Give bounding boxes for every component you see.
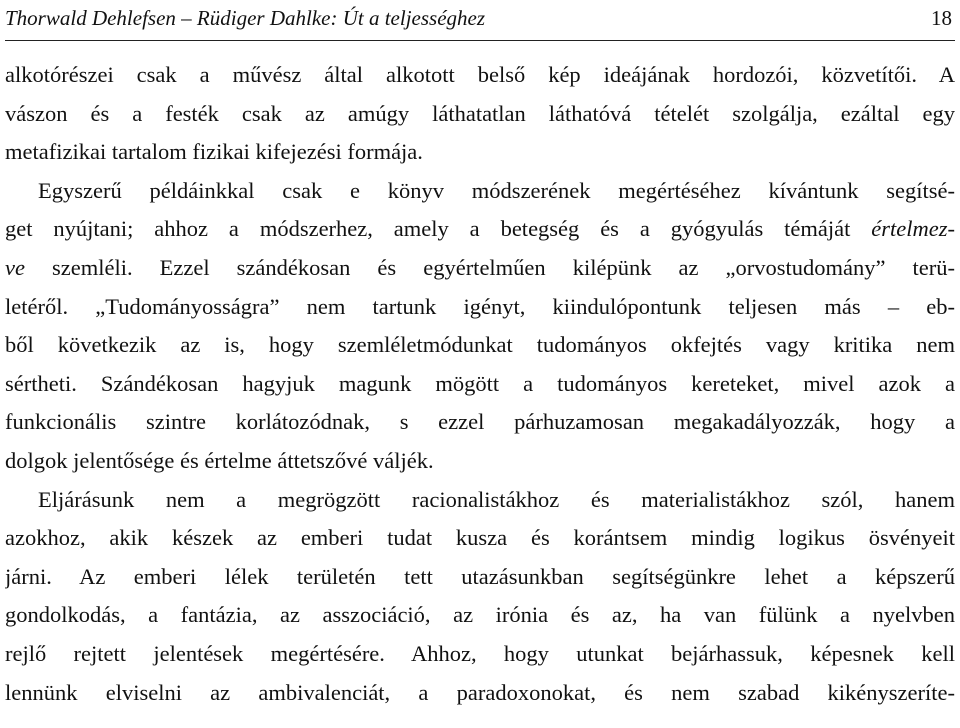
text-line: járni. Az emberi lélek területén tett utazásunkban segítségünkre lehet a képszerű (5, 563, 955, 589)
text-line: letéről. „Tudományosságra” nem tartunk igényt, kiindulópontunk teljesen más – eb- (5, 293, 955, 319)
text-line: gondolkodás, a fantázia, az asszociáció, az irónia és az, ha van fülünk a nyelvben (5, 602, 955, 628)
paragraph-first-line: Egyszerű példáinkkal csak e könyv módszerének megértéséhez kívántunk segítsé- (38, 177, 955, 203)
text-line: metafizikai tartalom fizikai kifejezési formája. (5, 139, 423, 165)
text-line: alkotórészei csak a művész által alkotott belső kép ideájának hordozói, közvetítői. A (5, 62, 955, 87)
page-number: 18 (931, 6, 952, 30)
text-line: dolgok jelentősége és értelme áttetszővé váljék. (5, 447, 434, 473)
text-line (5, 249, 955, 288)
page-header (5, 0, 955, 41)
paragraph-first-line: Eljárásunk nem a megrögzött racionalistákhoz és materialistákhoz szól, hanem (38, 486, 955, 512)
text-line: funkcionális szintre korlátozódnak, s ezzel párhuzamosan megakadályozzák, hogy a (5, 409, 955, 435)
text-line: rejlő rejtett jelentések megértésére. Ahhoz, hogy utunkat bejárhassuk, képesnek kell (5, 640, 955, 666)
text-line: lennünk elviselni az ambivalenciát, a paradoxonokat, és nem szabad kikényszeríte- (5, 679, 955, 705)
text-line: ből következik az is, hogy szemléletmódunkat tudományos okfejtés vagy kritika nem (5, 332, 955, 358)
text-run: get nyújtani; ahhoz a módszerhez, amely a betegség és a gyógyulás témáját (5, 216, 872, 242)
running-title: Thorwald Dehlefsen – Rüdiger Dahlke: Út a teljességhez (5, 6, 486, 30)
text-line: sértheti. Szándékosan hagyjuk magunk mögött a tudományos kereteket, mivel azok a (5, 370, 955, 396)
text-line (5, 210, 955, 249)
italic-term: ve (5, 254, 25, 280)
italic-term: értelmez- (871, 216, 955, 242)
body-text (5, 56, 955, 712)
text-run: szemléli. Ezzel szándékosan és egyértelműen kilépünk az „orvostudomány” terü- (24, 254, 955, 280)
text-line: vászon és a festék csak az amúgy láthatatlan láthatóvá tételét szolgálja, ezáltal egy (5, 100, 955, 126)
text-line: azokhoz, akik készek az emberi tudat kusza és korántsem mindig logikus ösvényeit (5, 525, 955, 551)
